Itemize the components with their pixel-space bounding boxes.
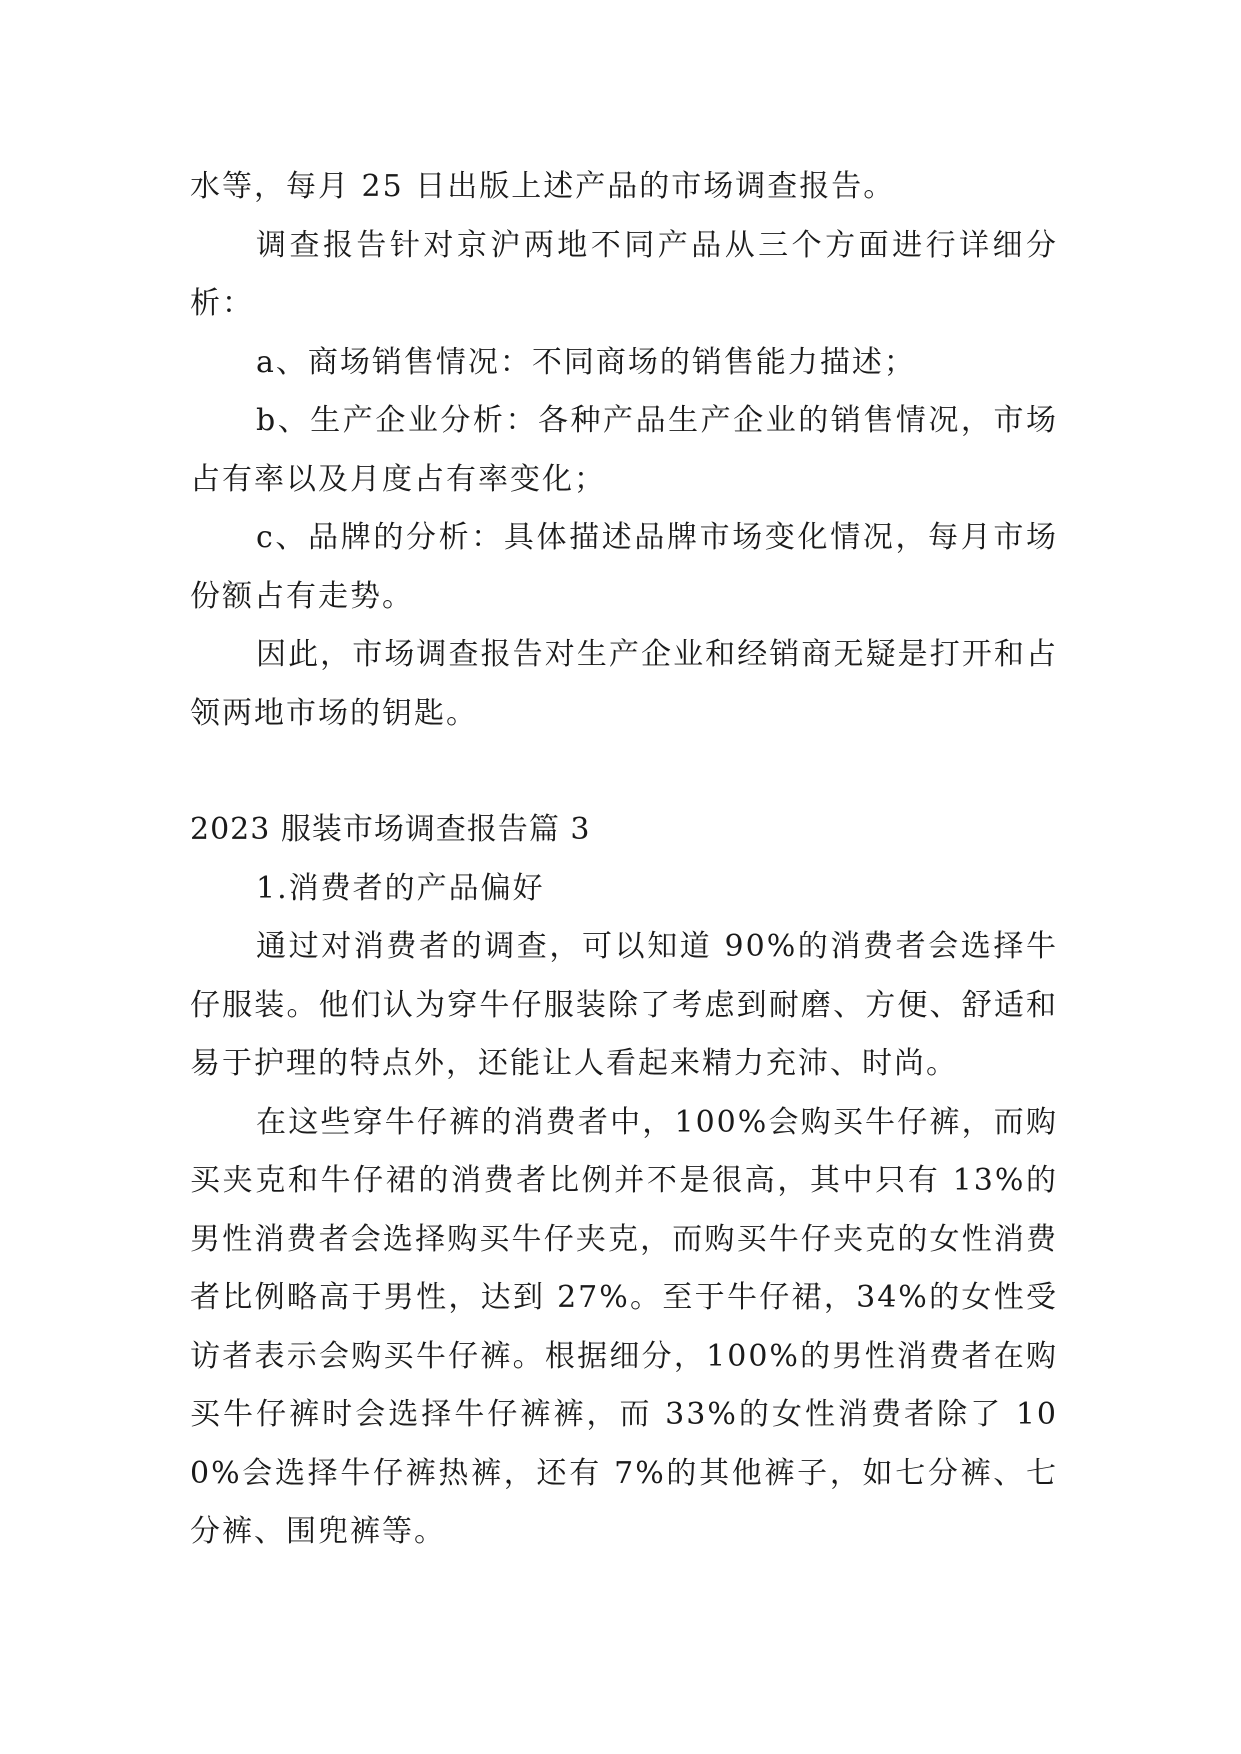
paragraph-report-analysis: 调查报告针对京沪两地不同产品从三个方面进行详细分析： <box>190 227 1058 321</box>
document-page <box>190 158 1058 1562</box>
paragraph-item-a: a、商场销售情况：不同商场的销售能力描述； <box>256 344 916 380</box>
section-title: 2023 服装市场调查报告篇 3 <box>190 812 591 847</box>
paragraph-item-b: b、生产企业分析：各种产品生产企业的销售情况，市场占有率以及月度占有率变化； <box>190 403 1058 497</box>
paragraph-survey-preference: 通过对消费者的调查，可以知道 90%的消费者会选择牛仔服装。他们认为穿牛仔服装除了考虑到耐磨、方便、舒适和易于护理的特点外，还能让人看起来精力充沛、时尚。 <box>190 929 1058 1081</box>
paragraph-survey-details: 在这些穿牛仔裤的消费者中，100%会购买牛仔裤，而购买夹克和牛仔裙的消费者比例并不是很高，其中只有 13%的男性消费者会选择购买牛仔夹克，而购买牛仔夹克的女性消费者比例略高于男性，达到 27%。至于牛仔裙，34%的女性受访者表示会购买牛仔裤。根据细分，100%的男性消费者在购买牛仔裤时会选择牛仔裤裤，而 33%的女性消费者除了 100%会选择牛仔裤热裤，还有 7%的其他裤子，如七分裤、七分裤、围兜裤等。 <box>190 1104 1058 1549</box>
paragraph-conclusion: 因此，市场调查报告对生产企业和经销商无疑是打开和占领两地市场的钥匙。 <box>190 637 1058 731</box>
paragraph-item-c: c、品牌的分析：具体描述品牌市场变化情况，每月市场份额占有走势。 <box>190 520 1058 614</box>
paragraph-intro-continued: 水等，每月 25 日出版上述产品的市场调查报告。 <box>190 169 896 204</box>
subsection-title: 1.消费者的产品偏好 <box>256 870 545 906</box>
